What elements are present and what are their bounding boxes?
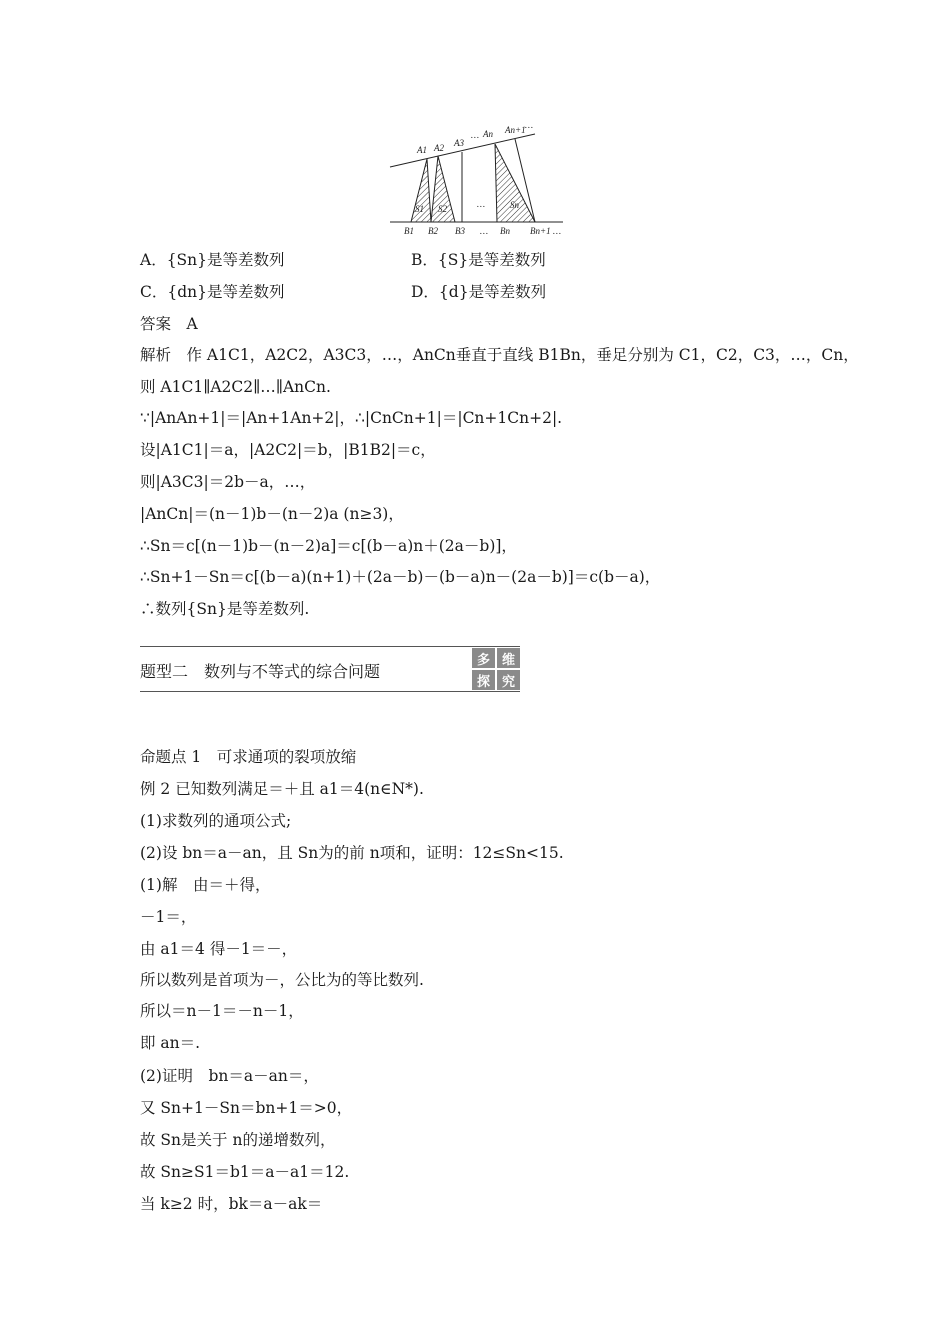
analysis-line: ∵|AnAn+1|＝|An+1An+2|，∴|CnCn+1|＝|Cn+1Cn+2|. (140, 409, 563, 427)
solution-line: 所以数列是首项为－，公比为的等比数列. (140, 971, 424, 989)
proof-line: (2)证明 bn＝a－an＝， (140, 1067, 319, 1085)
figure-bottom-label: … (480, 226, 489, 236)
proof-line: 故 Sn是关于 n的递增数列， (140, 1131, 336, 1149)
section-title: 题型二 数列与不等式的综合问题 (140, 662, 381, 681)
figure-inner-label: … (477, 199, 486, 209)
analysis-line: ∴Sn+1－Sn＝c[(b－a)(n+1)＋(2a－b)－(b－a)n－(2a－b)]＝c(b－a)， (140, 568, 661, 586)
badge-char: 多 (472, 648, 495, 668)
badge-char: 究 (497, 670, 520, 690)
figure-top-label: … (471, 130, 480, 140)
analysis-line: 则|A3C3|＝2b－a，…， (140, 473, 316, 491)
figure-bottom-label: Bn (500, 226, 510, 236)
analysis-line: 则 A1C1∥A2C2∥…∥AnCn. (140, 378, 331, 396)
figure-top-label: A2 (434, 143, 444, 153)
solution-line: 所以＝n－1＝－n－1， (140, 1002, 304, 1020)
answer-line: 答案 A (140, 315, 198, 333)
option-b: B．{S}是等差数列 (411, 251, 546, 269)
badge-char: 探 (472, 670, 495, 690)
example-line: (1)求数列的通项公式; (140, 812, 292, 830)
figure-inner-label: S2 (438, 204, 447, 214)
proof-line: 故 Sn≥S1＝b1＝a－a1＝12. (140, 1163, 350, 1181)
figure-top-label: An (483, 129, 493, 139)
analysis-line: ∴Sn＝c[(n－1)b－(n－2)a]＝c[(b－a)n＋(2a－b)]， (140, 537, 517, 555)
option-d: D．{d}是等差数列 (411, 283, 547, 301)
figure-bottom-label: Bn+1 (530, 226, 551, 236)
option-a: A．{Sn}是等差数列 (140, 251, 285, 269)
example-line: (2)设 bn＝a－an，且 Sn为的前 n项和，证明：12≤Sn<15. (140, 844, 564, 862)
section-badge (472, 648, 520, 690)
figure-top-label: An+1 (505, 125, 526, 135)
section-heading (140, 646, 520, 692)
solution-line: 即 an＝. (140, 1034, 201, 1052)
analysis-line: |AnCn|＝(n－1)b－(n－2)a (n≥3)， (140, 505, 404, 523)
analysis-line: ∴数列{Sn}是等差数列. (140, 600, 310, 618)
proof-line: 又 Sn+1－Sn＝bn+1＝>0， (140, 1099, 353, 1117)
figure-top-label: … (525, 122, 534, 130)
figure-bottom-label: B1 (404, 226, 414, 236)
analysis-line: 解析 作 A1C1，A2C2，A3C3，…，AnCn垂直于直线 B1Bn，垂足分别为 C1，C2，C3，…，Cn， (140, 346, 859, 364)
proof-line: 当 k≥2 时，bk＝a－ak＝ (140, 1195, 323, 1213)
figure-top-label: A1 (417, 145, 427, 155)
badge-char: 维 (497, 648, 520, 668)
triangle-figure (385, 122, 570, 238)
example-line: 例 2 已知数列满足＝＋且 a1＝4(n∈N*). (140, 780, 424, 798)
solution-line: －1＝， (140, 908, 197, 926)
figure-bottom-label: … (553, 226, 562, 236)
analysis-line: 设|A1C1|＝a，|A2C2|＝b，|B1B2|＝c， (140, 441, 436, 459)
solution-line: (1)解 由＝＋得， (140, 876, 271, 894)
figure-inner-label: Sn (510, 200, 519, 210)
figure-bottom-label: B3 (455, 226, 465, 236)
option-c: C．{dn}是等差数列 (140, 283, 285, 301)
solution-line: 由 a1＝4 得－1＝－， (140, 940, 298, 958)
subheading: 命题点 1 可求通项的裂项放缩 (140, 748, 357, 766)
figure-bottom-label: B2 (428, 226, 438, 236)
figure-inner-label: S1 (415, 204, 424, 214)
figure-top-label: A3 (454, 138, 464, 148)
